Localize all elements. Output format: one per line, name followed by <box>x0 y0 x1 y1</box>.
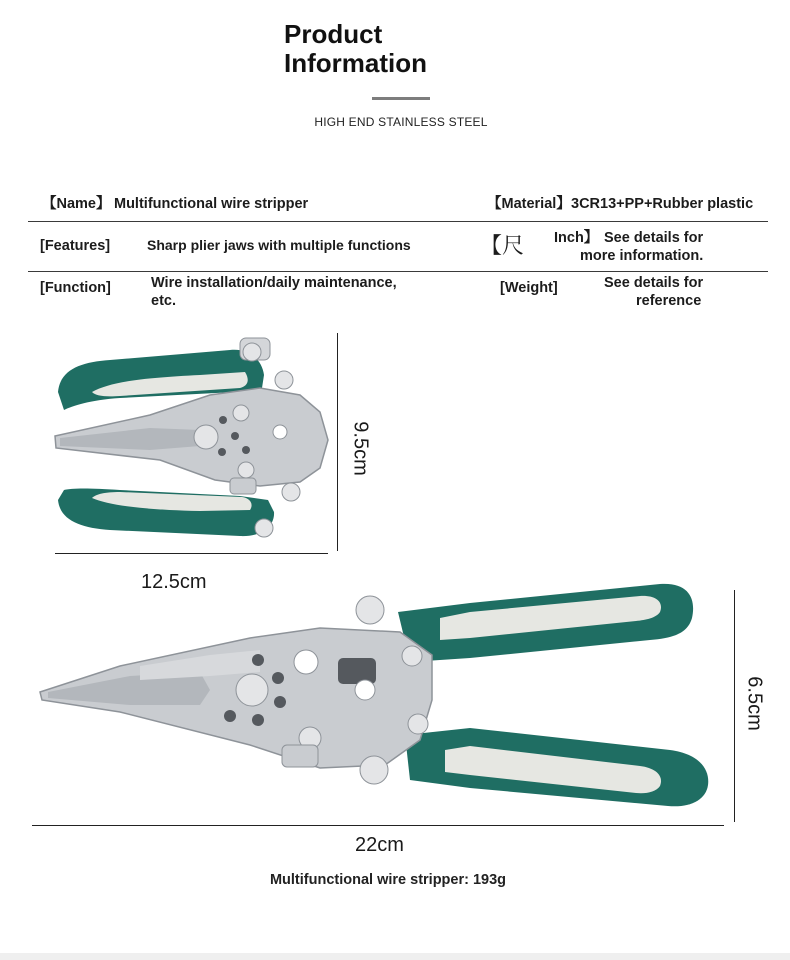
spec-weight-value-line1: See details for <box>604 275 704 291</box>
spec-features-label: [Features] <box>40 238 111 254</box>
large-width-label: 22cm <box>355 834 404 856</box>
spec-material-label: 【Material】 <box>487 196 571 212</box>
spec-size-value-line2: more information. <box>580 248 704 264</box>
spec-size-label-part2: Inch】 <box>554 230 599 246</box>
spec-size-label-part1: 【尺 <box>480 233 525 258</box>
large-height-label: 6.5cm <box>743 676 766 731</box>
spec-name-value: Multifunctional wire stripper <box>114 196 309 212</box>
spec-weight-value-line2: reference <box>636 293 702 309</box>
spec-weight-label: [Weight] <box>500 280 558 296</box>
product-weight-caption: Multifunctional wire stripper: 193g <box>269 872 507 888</box>
spec-size-value-line1: See details for <box>604 230 704 246</box>
title-line-1: Product <box>284 19 383 49</box>
spec-name-label: 【Name】 <box>42 196 111 212</box>
bottom-band <box>0 953 790 960</box>
large-width-line <box>32 825 724 826</box>
subtitle: HIGH END STAINLESS STEEL <box>314 115 488 129</box>
spec-function-value-line2: etc. <box>151 293 176 309</box>
spec-features-value: Sharp plier jaws with multiple functions <box>147 237 411 253</box>
spec-material-value: 3CR13+PP+Rubber plastic <box>571 196 754 212</box>
small-width-label: 12.5cm <box>141 571 207 593</box>
small-height-label: 9.5cm <box>349 421 372 476</box>
spec-function-label: [Function] <box>40 280 111 296</box>
spec-function-value-line1: Wire installation/daily maintenance, <box>151 275 397 291</box>
title-line-2: Information <box>284 48 427 78</box>
large-height-line <box>734 590 735 822</box>
